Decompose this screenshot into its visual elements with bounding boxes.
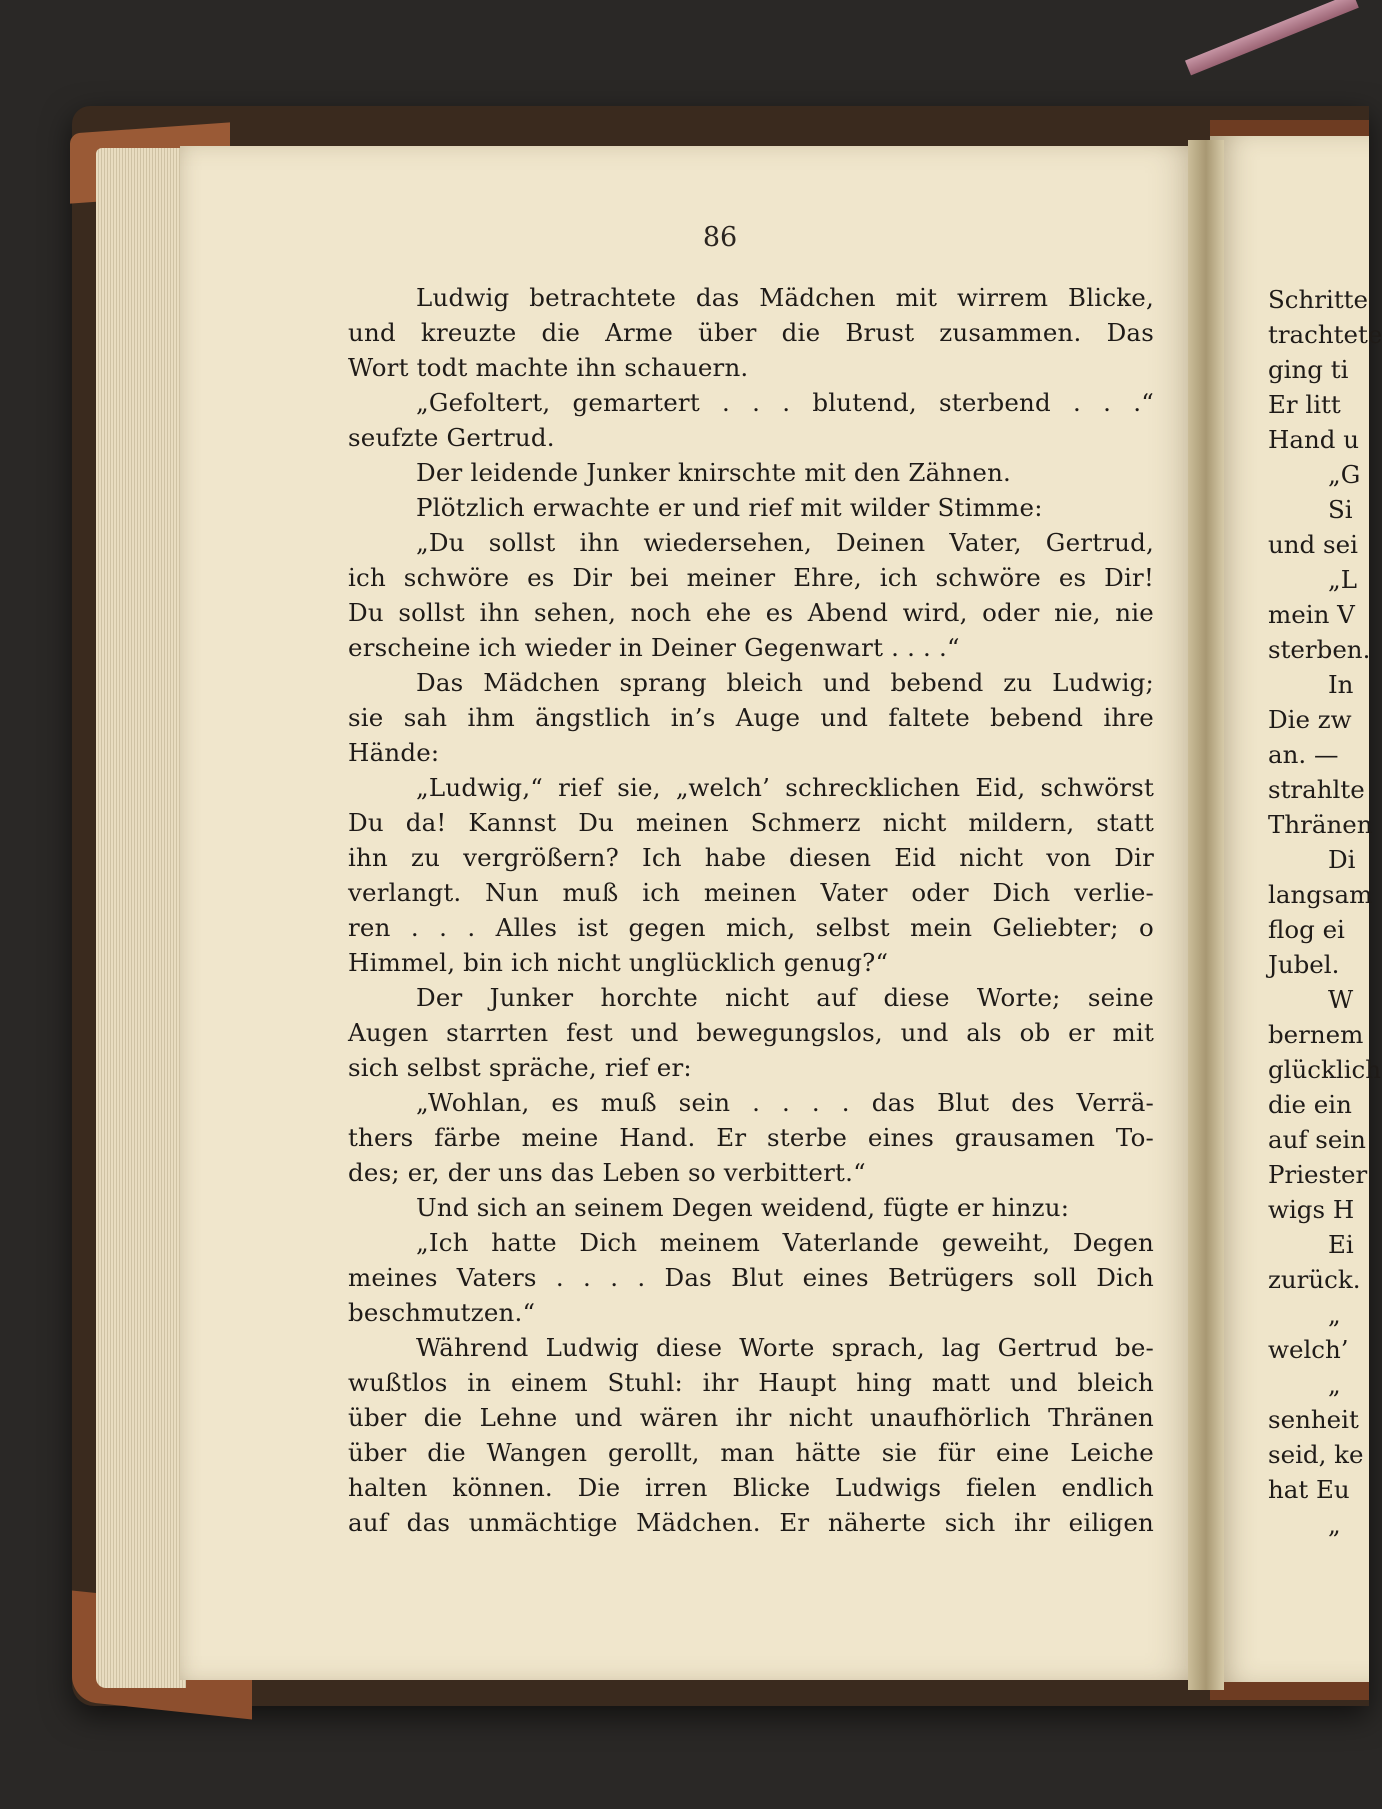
text-line: Der Junker horchte nicht auf diese Worte; seine: [416, 983, 1154, 1012]
text-line: Der leidende Junker knirschte mit den Zähnen.: [416, 458, 1012, 487]
text-line: halten können. Die irren Blicke Ludwigs fielen endlich: [348, 1473, 1154, 1502]
text-line: Augen starrten fest und bewegungslos, und als ob er mit: [348, 1018, 1154, 1047]
text-line: bernem: [1268, 1020, 1364, 1049]
text-line: erscheine ich wieder in Deiner Gegenwart . . . .“: [348, 633, 960, 662]
text-line: „Du sollst ihn wiedersehen, Deinen Vater, Gertrud,: [416, 528, 1154, 557]
text-line: des; er, der uns das Leben so verbittert.“: [348, 1158, 866, 1187]
text-line: „: [1328, 1300, 1341, 1329]
text-line: zurück.: [1268, 1265, 1361, 1294]
text-line: Priester: [1268, 1160, 1368, 1189]
text-line: Du da! Kannst Du meinen Schmerz nicht mildern, statt: [348, 808, 1154, 837]
text-line: ren . . . Alles ist gegen mich, selbst mein Geliebter; o: [348, 913, 1154, 942]
text-line: Himmel, bin ich nicht unglücklich genug?“: [348, 948, 889, 977]
page-edges: [96, 148, 186, 1688]
text-line: „L: [1328, 565, 1357, 594]
text-line: über die Lehne und wären ihr nicht unaufhörlich Thränen: [348, 1403, 1154, 1432]
text-line: ihn zu vergrößern? Ich habe diesen Eid nicht von Dir: [348, 843, 1154, 872]
text-line: auf das unmächtige Mädchen. Er näherte sich ihr eiligen: [348, 1508, 1154, 1537]
text-line: die ein: [1268, 1090, 1352, 1119]
text-line: Und sich an seinem Degen weidend, fügte er hinzu:: [416, 1193, 1070, 1222]
text-line: und kreuzte die Arme über die Brust zusammen. Das: [348, 318, 1154, 347]
text-line: welch’: [1268, 1335, 1349, 1364]
text-line: „: [1328, 1370, 1341, 1399]
text-line: Das Mädchen sprang bleich und bebend zu Ludwig;: [416, 668, 1154, 697]
text-line: „Ich hatte Dich meinem Vaterlande geweiht, Degen: [416, 1228, 1154, 1257]
text-line: seid, ke: [1268, 1440, 1364, 1469]
text-line: thers färbe meine Hand. Er sterbe eines grausamen To-: [348, 1123, 1154, 1152]
text-line: sterben.: [1268, 635, 1371, 664]
bookmark-ribbon: [1185, 0, 1359, 75]
text-line: Hand u: [1268, 425, 1360, 454]
text-line: Jubel.: [1268, 950, 1340, 979]
text-line: seufzte Gertrud.: [348, 423, 555, 452]
left-page-text: [348, 280, 1154, 1540]
text-line: Ei: [1328, 1230, 1354, 1259]
text-line: „Wohlan, es muß sein . . . . das Blut des Verrä-: [416, 1088, 1154, 1117]
text-line: flog ei: [1268, 915, 1345, 944]
text-line: Si: [1328, 495, 1353, 524]
text-line: Du sollst ihn sehen, noch ehe es Abend wird, oder nie, nie: [348, 598, 1154, 627]
text-line: sich selbst spräche, rief er:: [348, 1053, 692, 1082]
text-line: „G: [1328, 460, 1361, 489]
text-line: Plötzlich erwachte er und rief mit wilder Stimme:: [416, 493, 1043, 522]
book-gutter: [1188, 140, 1224, 1690]
text-line: über die Wangen gerollt, man hätte sie für eine Leiche: [348, 1438, 1154, 1467]
text-line: Ludwig betrachtete das Mädchen mit wirrem Blicke,: [416, 283, 1154, 312]
text-line: mein V: [1268, 600, 1355, 629]
text-line: ich schwöre es Dir bei meiner Ehre, ich schwöre es Dir!: [348, 563, 1154, 592]
text-line: auf sein: [1268, 1125, 1366, 1154]
text-line: Hände:: [348, 738, 440, 767]
page-number: 86: [702, 222, 738, 253]
text-line: „Ludwig,“ rief sie, „welch’ schrecklichen Eid, schwörst: [416, 773, 1154, 802]
text-line: wigs H: [1268, 1195, 1355, 1224]
text-line: In: [1328, 670, 1354, 699]
text-line: Während Ludwig diese Worte sprach, lag Gertrud be-: [416, 1333, 1154, 1362]
text-line: senheit: [1268, 1405, 1359, 1434]
text-line: Die zw: [1268, 705, 1352, 734]
text-line: an. —: [1268, 740, 1339, 769]
text-line: wußtlos in einem Stuhl: ihr Haupt hing matt und bleich: [348, 1368, 1154, 1397]
text-line: W: [1328, 985, 1354, 1014]
text-line: „Gefoltert, gemartert . . . blutend, sterbend . . .“: [416, 388, 1154, 417]
text-line: verlangt. Nun muß ich meinen Vater oder Dich verlie-: [348, 878, 1154, 907]
text-line: meines Vaters . . . . Das Blut eines Betrügers soll Dich: [348, 1263, 1154, 1292]
text-line: und sei: [1268, 530, 1358, 559]
text-line: trachtete: [1268, 320, 1382, 349]
text-line: beschmutzen.“: [348, 1298, 536, 1327]
text-line: Er litt: [1268, 390, 1341, 419]
text-line: hat Eu: [1268, 1475, 1350, 1504]
text-line: glücklich: [1268, 1055, 1382, 1084]
text-line: Schritte: [1268, 285, 1369, 314]
text-line: ging ti: [1268, 355, 1349, 384]
text-line: „: [1328, 1510, 1341, 1539]
text-line: sie sah ihm ängstlich in’s Auge und faltete bebend ihre: [348, 703, 1154, 732]
text-line: Wort todt machte ihn schauern.: [348, 353, 749, 382]
text-line: strahlte: [1268, 775, 1365, 804]
text-line: Thränen: [1268, 810, 1373, 839]
right-page-text: [1268, 282, 1382, 1542]
text-line: langsam: [1268, 880, 1373, 909]
text-line: Di: [1328, 845, 1356, 874]
